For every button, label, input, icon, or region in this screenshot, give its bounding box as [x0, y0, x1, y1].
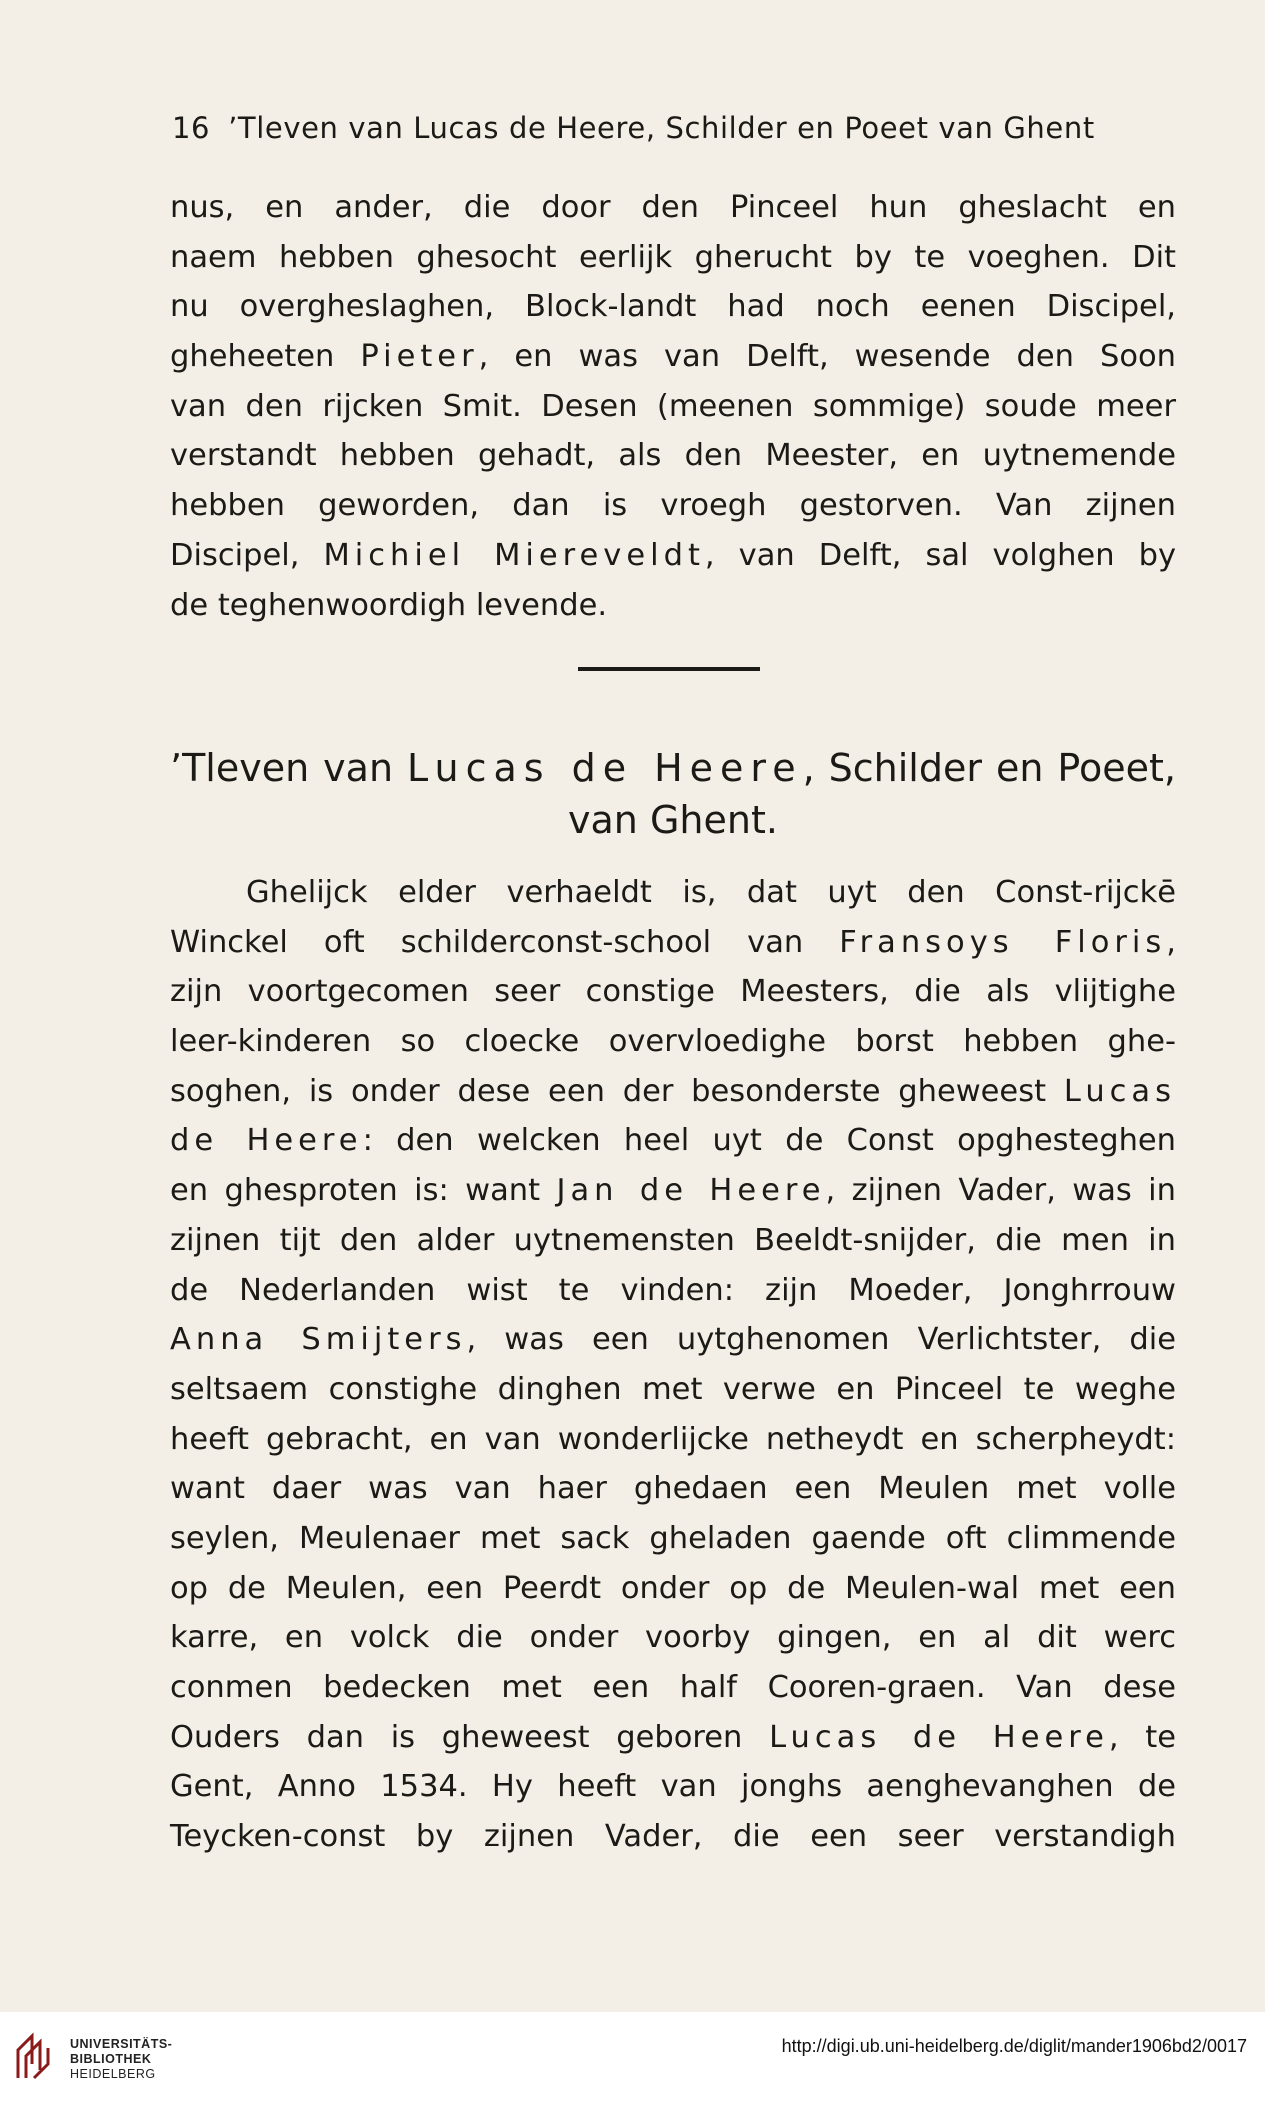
text-line: nus, en ander, die door den Pinceel hun gheslacht en: [170, 190, 1176, 225]
heading-prefix: ’Tleven van: [170, 746, 408, 790]
page-number: 16: [172, 111, 211, 145]
text-line: want daer was van haer ghedaen een Meulen met volle: [170, 1471, 1176, 1507]
library-logo-icon: [12, 2032, 58, 2082]
text-line: leer-kinderen so cloecke overvloedighe borst hebben ghe-: [170, 1024, 1176, 1060]
text-line: Gent, Anno 1534. Hy heeft van jonghs aenghevanghen de: [170, 1769, 1176, 1805]
text-line: hebben geworden, dan is vroegh gestorven. Van zijnen: [170, 488, 1176, 524]
text-run: Ouders dan is gheweest geboren: [170, 1719, 770, 1755]
library-name: [70, 2037, 172, 2082]
library-name-line: BIBLIOTHEK: [70, 2052, 152, 2066]
text-run: Discipel,: [170, 537, 324, 573]
running-header: [172, 111, 1102, 145]
spaced-name: Michiel Miereveldt: [323, 537, 705, 573]
library-name-line: UNIVERSITÄTS-: [70, 2037, 173, 2051]
section-heading-line2: van Ghent.: [568, 798, 778, 842]
text-run: gheheeten: [170, 339, 361, 375]
text-line: nu overgheslaghen, Block-landt had noch eenen Discipel,: [170, 289, 1176, 325]
spaced-name: Lucas: [1063, 1073, 1176, 1109]
digitization-footer: [0, 2012, 1265, 2114]
section-divider: [578, 667, 760, 671]
running-title: ’Tleven van Lucas de Heere, Schilder en Poeet van Ghent: [228, 111, 1095, 145]
spaced-name: Pieter: [360, 339, 479, 375]
section-heading: [170, 740, 1176, 796]
text-line: heeft gebracht, en van wonderlijcke netheydt en scherpheydt:: [170, 1421, 1176, 1457]
text-run: ,: [1166, 924, 1176, 960]
library-name-line: HEIDELBERG: [70, 2067, 156, 2081]
text-line: zijn voortgecomen seer constige Meesters, die als vlijtighe: [170, 974, 1176, 1010]
text-line: [170, 1116, 1176, 1166]
spaced-name: Fransoys Floris: [839, 924, 1167, 960]
spaced-name: Jan de Heere: [556, 1173, 826, 1209]
text-run: , was een uytghenomen Verlichtster, die: [466, 1322, 1176, 1358]
text-line: Teycken-const by zijnen Vader, die een seer verstandigh: [170, 1819, 1176, 1855]
text-line: seltsaem constighe dinghen met verwe en Pinceel te weghe: [170, 1371, 1176, 1407]
text-run: soghen, is onder dese een der besonderste gheweest: [170, 1073, 1064, 1109]
spaced-name: Lucas de Heere: [769, 1719, 1109, 1755]
text-line: verstandt hebben gehadt, als den Meester, en uytnemende: [170, 438, 1176, 474]
text-line: [170, 918, 1176, 968]
text-line: karre, en volck die onder voorby gingen, en al dit werc: [170, 1620, 1176, 1656]
text-line: [170, 1166, 1176, 1216]
spaced-name: Anna Smijters: [170, 1322, 467, 1358]
text-line: op de Meulen, een Peerdt onder op de Meulen-wal met een: [170, 1570, 1176, 1606]
text-run: , en was van Delft, wesende den Soon: [478, 339, 1176, 375]
text-line: [170, 1713, 1176, 1763]
text-line: [170, 1067, 1176, 1117]
text-run: : den welcken heel uyt de Const opghesteghen: [362, 1123, 1177, 1159]
text-line: Ghelijck elder verhaeldt is, dat uyt den Const-rijckē: [246, 875, 1176, 910]
paragraph-continuation: [170, 183, 1176, 630]
text-line: [170, 531, 1176, 581]
text-line: de Nederlanden wist te vinden: zijn Moeder, Jonghrrouw: [170, 1272, 1176, 1308]
section-body: [170, 868, 1176, 1862]
text-line: conmen bedecken met een half Cooren-graen. Van dese: [170, 1670, 1176, 1705]
text-run: , van Delft, sal volghen by: [704, 537, 1176, 573]
text-line: seylen, Meulenaer met sack gheladen gaende oft climmende: [170, 1520, 1176, 1556]
text-line: zijnen tijt den alder uytnemensten Beeldt-snijder, die men in: [170, 1222, 1176, 1258]
text-run: , zijnen Vader, was in: [825, 1173, 1176, 1209]
spaced-name: de Heere: [170, 1123, 363, 1159]
text-run: , te: [1108, 1719, 1176, 1755]
text-line: [170, 332, 1176, 382]
text-run: en ghesproten is: want: [170, 1173, 557, 1209]
heading-suffix: , Schilder en Poeet,: [802, 746, 1176, 790]
text-line: de teghenwoordigh levende.: [170, 587, 608, 623]
text-line: van den rijcken Smit. Desen (meenen sommige) soude meer: [170, 388, 1176, 424]
text-line: naem hebben ghesocht eerlijk gherucht by te voeghen. Dit: [170, 239, 1176, 275]
heading-name: Lucas de Heere: [407, 746, 803, 790]
text-line: [170, 1315, 1176, 1365]
source-url-link[interactable]: http://digi.ub.uni-heidelberg.de/diglit/mander1906bd2/0017: [781, 2036, 1247, 2056]
text-run: Winckel oft schilderconst-school van: [170, 924, 840, 960]
